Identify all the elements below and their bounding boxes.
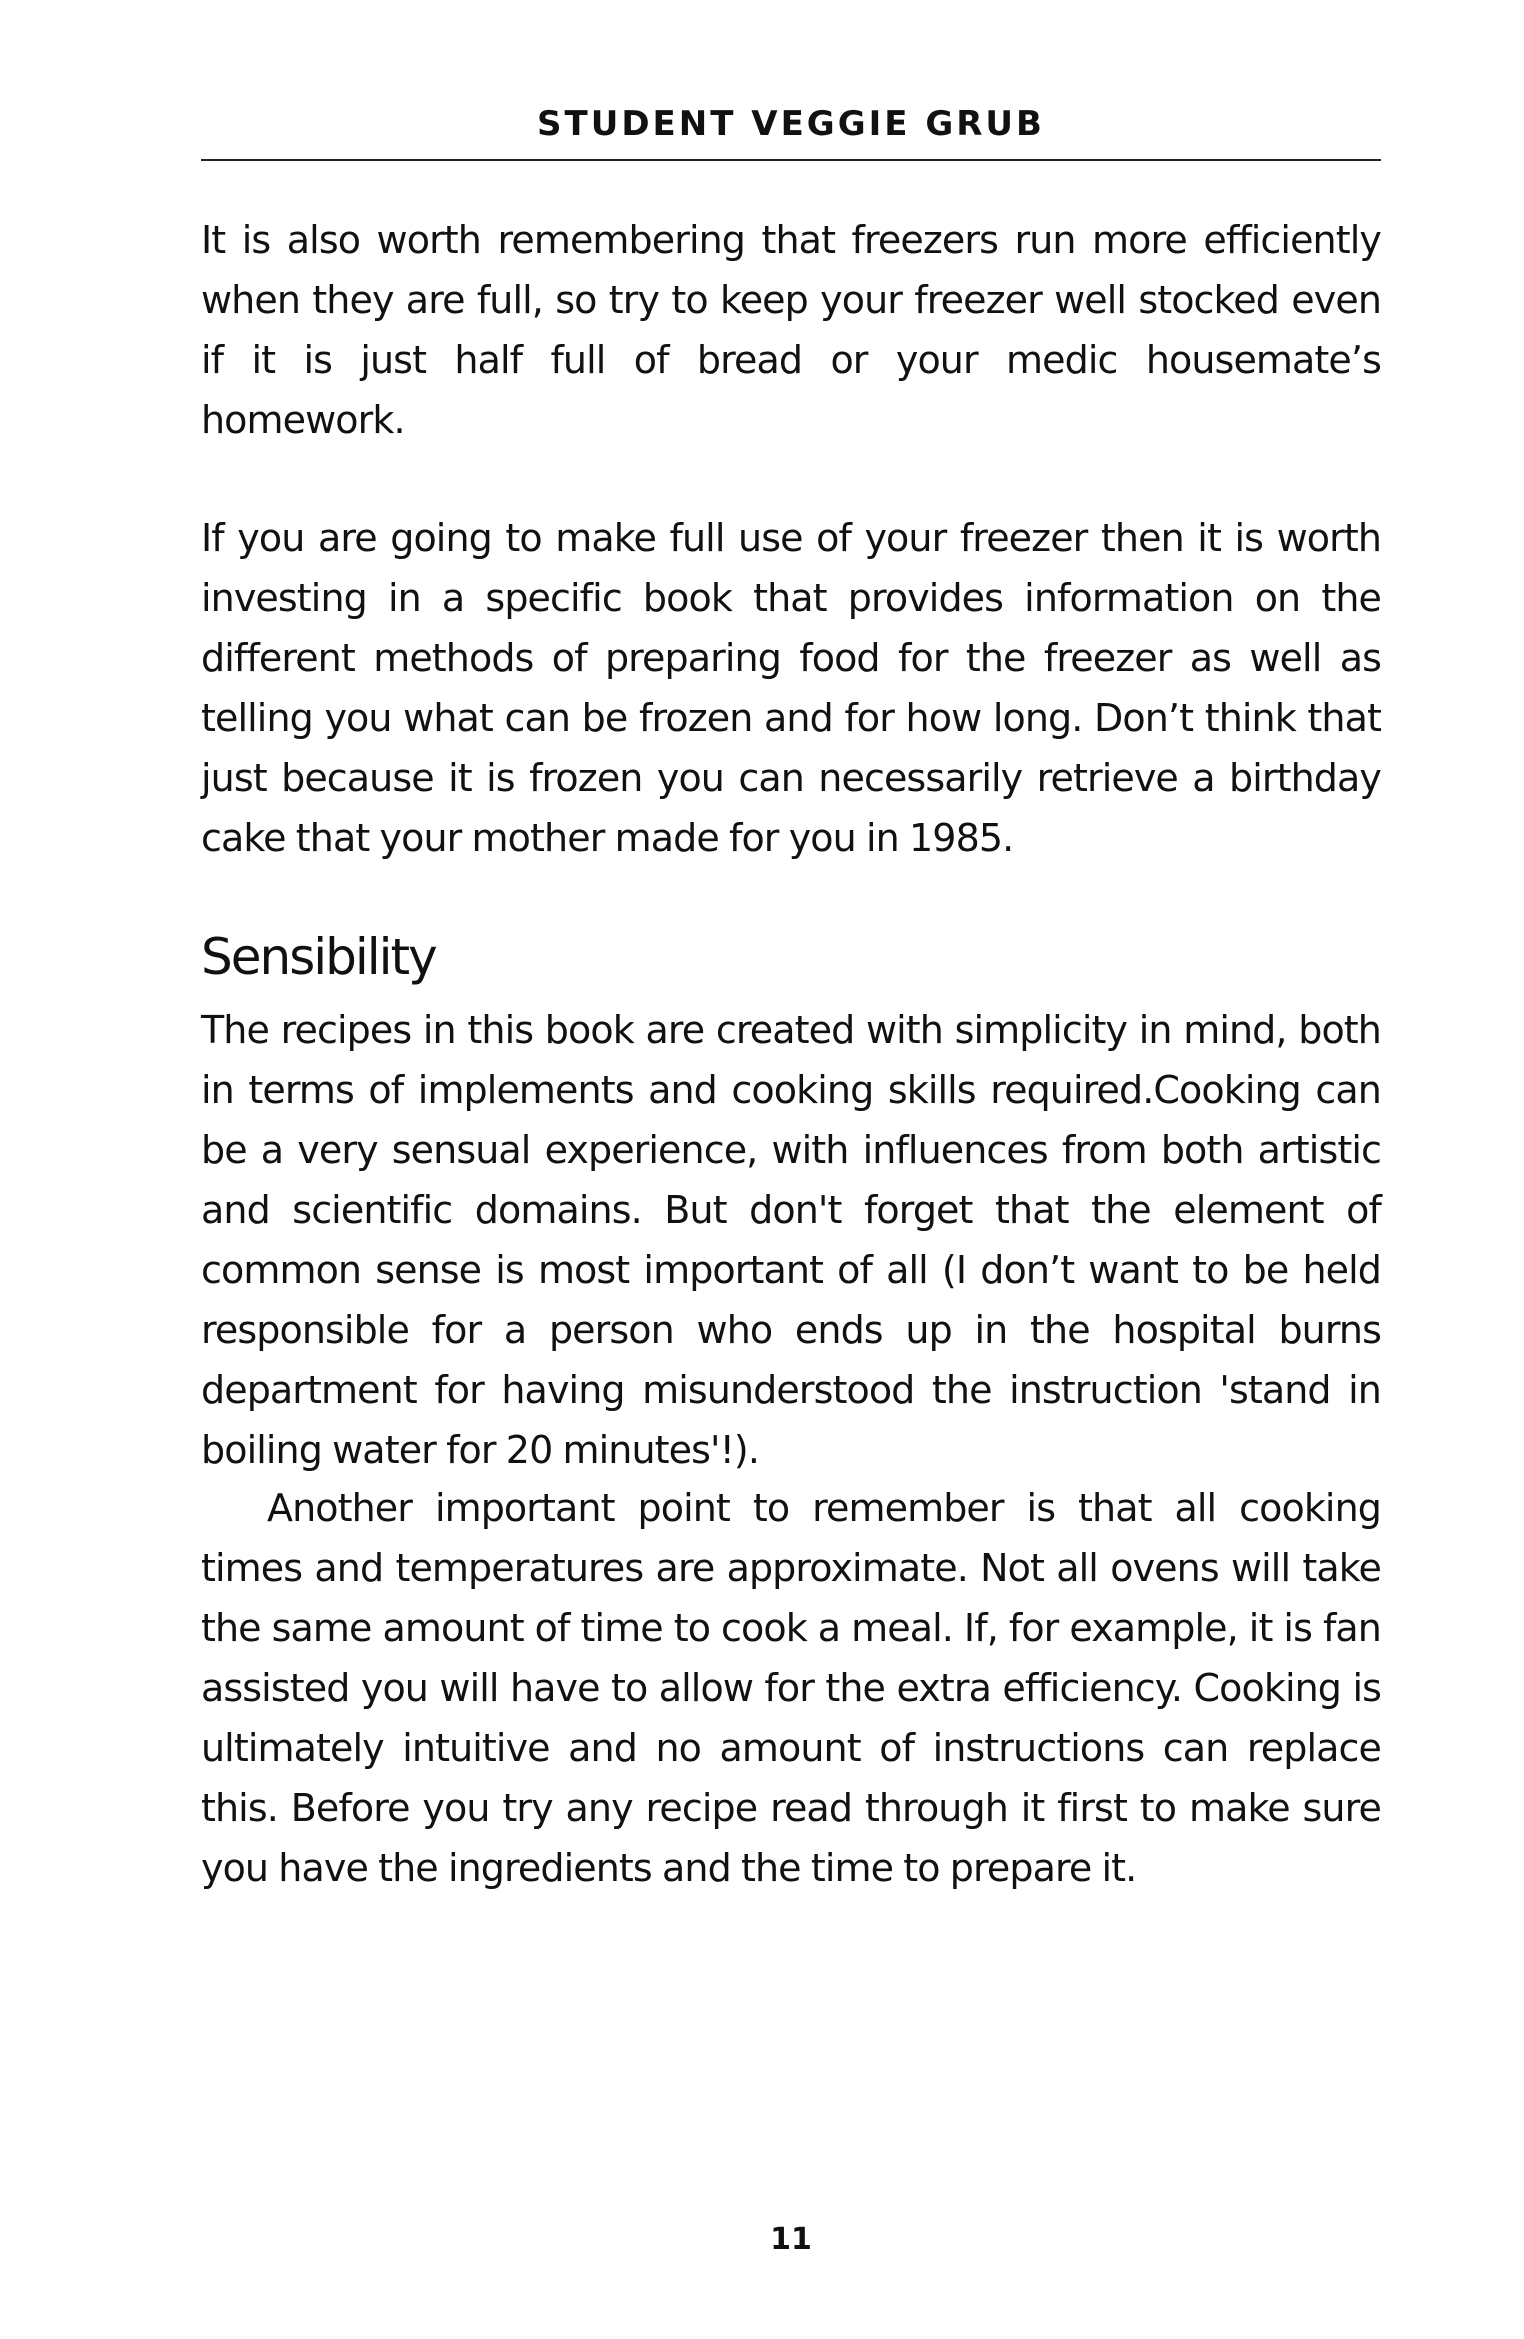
section-heading: Sensibility [201, 928, 436, 986]
paragraph: If you are going to make full use of your freezer then it is worth investing in a specific book that provides information on the different methods of preparing food for the freezer as well as telling you what can be frozen and for how long. Don’t think that just because it is frozen you can necessarily retrieve a birthday cake that your mother made for you in 1985. [201, 516, 1381, 860]
paragraph: The recipes in this book are created with simplicity in mind, both in terms of implements and cooking skills required.Cooking can be a very sensual experience, with influences from both artistic and scientific domains. But don't forget that the element of common sense is most important of all (I don’t want to be held responsible for a person who ends up in the hospital burns department for having misunderstood the instruction 'stand in boiling water for 20 minutes'!). [201, 1008, 1381, 1472]
page-number: 11 [770, 2222, 812, 2257]
header-rule [201, 159, 1381, 161]
running-header: STUDENT VEGGIE GRUB [537, 104, 1045, 144]
book-page [201, 0, 1381, 2339]
paragraph: Another important point to remember is that all cooking times and temperatures are approximate. Not all ovens will take the same amount of time to cook a meal. If, for example, it is fan assisted you will have to allow for the extra efficiency. Cooking is ultimately intuitive and no amount of instructions can replace this. Before you try any recipe read through it first to make sure you have the ingredients and the time to prepare it. [201, 1486, 1381, 1890]
paragraph: It is also worth remembering that freezers run more efficiently when they are full, so try to keep your freezer well stocked even if it is just half full of bread or your medic housemate’s homework. [201, 218, 1381, 442]
